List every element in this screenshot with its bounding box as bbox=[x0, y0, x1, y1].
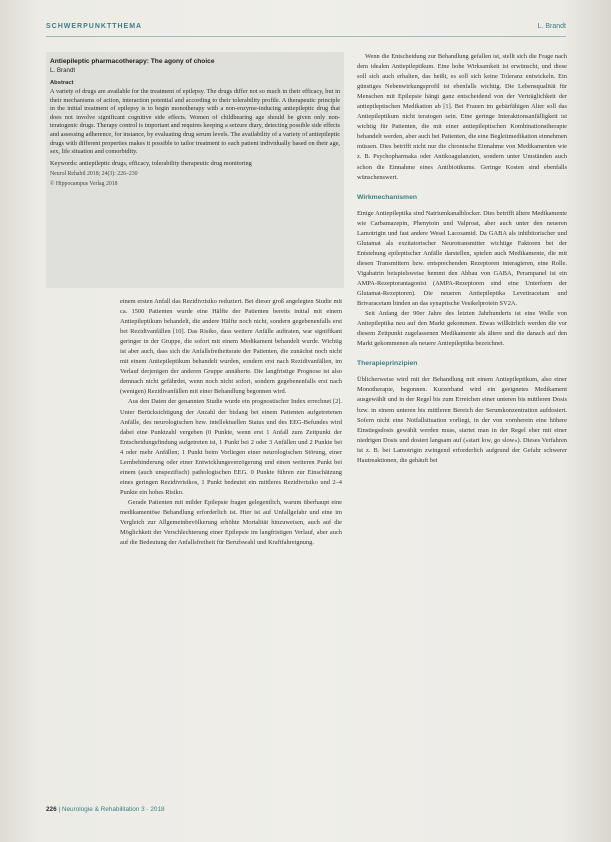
citation: Neurol Rehabil 2018; 24(3): 226–230 bbox=[50, 171, 138, 178]
body-paragraph: Gerade Patienten mit milder Epilepsie fragen gelegentlich, warum überhaupt eine medikamentöse Behandlung erforderlich ist. Hier ist auf Unfallgefahr und eine im Vergleich zur Allgemeinbevölkerung erhöhte Mortalität hinzuweisen, auch auf die Möglichkeit der Verschlechterung einer Epilepsie im langfristigen Verlauf, aber auch auf die Bedeutung der Anfallsfreiheit für Berufswahl und Kraftfahreignung. bbox=[120, 498, 342, 547]
section-heading-mechanisms: Wirkmechanismen bbox=[357, 193, 418, 201]
body-paragraph: Wenn die Entscheidung zur Behandlung gefallen ist, stellt sich die Frage nach dem idealen Antiepileptikum. Eine hohe Wirksamkeit ist erwünscht, und diese soll sich auch erhalten, das heißt, es soll sich keine Toleranz entwickeln. Ein günstiges Nebenwirkungsprofil ist ebenfalls wichtig. Die Lebensqualität für Menschen mit Epilepsie hängt ganz entscheidend von der Verträglichkeit der antiepileptischen Medikation ab [1]. Bei Frauen im gebärfähigen Alter soll das Antiepileptikum nicht teratogen sein. Eine geringe Interaktionsanfälligkeit ist wichtig für Patienten, die mit einer antiepileptischen Kombinationstherapie behandelt werden, aber auch bei Patienten, die eine Begleitmedikation einnehmen müssen. Dies betrifft nicht nur die chronische Einnahme von Medikamenten wie z. B. Psychopharmaka oder Antikoagulanzien, sondern unter Umständen auch schon die Einnahme eines Antibiotikums. Geringe Kosten sind ebenfalls wünschenswert. bbox=[357, 53, 567, 181]
body-paragraph: einem ersten Anfall das Rezidivrisiko reduziert. Bei dieser groß angelegten Studie mit ca. 1500 Patienten wurde eine Hälfte der Patienten bereits initial mit einem Antiepileptikum behandelt, die andere Hälfte noch nicht, sondern gegebenenfalls erst bei Rezidivanfällen [10]. Das Risiko, dass weitere Anfälle auftraten, war signifikant geringer in der Gruppe, die sofort mit einem Medikament behandelt wurde. Wichtig ist aber auch, dass sich die Anfallsfreiheitsrate der Patienten, die zunächst noch nicht mit einem Antiepileptikum behandelt wurden, sondern erst nach Rezidivanfällen, im Verlauf derjenigen der anderen Gruppe annäherte. Die langfristige Prognose ist also demnach nicht gefährdet, wenn noch nicht sofort, sondern gegebenenfalls erst nach (wenigen) Rezidivanfällen mit einer Behandlung begonnen wird. bbox=[120, 298, 342, 396]
copyright: © Hippocampus Verlag 2018 bbox=[50, 181, 118, 188]
page-footer: 226 | Neurologie & Rehabilitation 3 · 2018 bbox=[46, 806, 165, 813]
body-paragraph: Seit Anfang der 90er Jahre des letzten Jahrhunderts ist eine Welle von Antiepileptika neu auf den Markt gekommen. Etwas willkürlich werden die vor diesem Zeitpunkt zugelassenen Medikamente als ältere und die danach auf den Markt gekommenen als neuere Antiepileptika bezeichnet. bbox=[357, 310, 567, 348]
section-label: SCHWERPUNKTTHEMA bbox=[46, 23, 143, 30]
body-paragraph: Aus den Daten der genannten Studie wurde ein prognostischer Index errechnet [2]. Unter Berücksichtigung der Anzahl der bislang bei einem Patienten aufgetretenen Anfälle, des neurologischen bzw. intellektuellen Status und des EEG-Befundes wird dabei eine Punktzahl vergeben (0 Punkte, wenn erst 1 Anfall zum Zeitpunkt der Entscheidungsfindung aufgetreten ist, 1 Punkt bei 2 oder 3 Anfällen und 2 Punkte bei 4 oder mehr Anfällen; 1 Punkt beim Vorliegen einer neurologischen Störung, einer Lernbehinderung oder einer Entwicklungsverzögerung und einen weiteren Punkt bei einem (auch unspezifisch) pathologischen EEG. 0 Punkte führen zur Einschätzung eines geringen Rezidivrisikos, 1 Punkt bedeutet ein mittleres Rezidivrisiko und 2–4 Punkte ein hohes Risiko. bbox=[120, 398, 342, 496]
left-text-column bbox=[120, 297, 342, 548]
english-abstract-box bbox=[46, 52, 344, 288]
body-paragraph: Üblicherweise wird mit der Behandlung mit einem Antiepileptikum, also einer Monotherapie, begonnen. Kurzerhand wird ein geeignetes Medikament ausgewählt und in der Regel bis zum Erreichen einer unteren bis mittleren Dosis bzw. in einem unteren bis mittleren Bereich der Serumkonzentration aufdosiert. Sofern nicht eine Notfallsituation vorliegt, in der von vornherein eine höhere Einstiegsdosis gewählt werden muss, startet man in der Regel eher mit einer niedrigen Dosis und dosiert langsam auf (»start low, go slow«). Dieses Verfahren ist z. B. bei Lamotrigin zwingend erforderlich aufgrund der Gefahr schwerer Hautreaktionen, die gehäuft bei bbox=[357, 376, 567, 464]
abstract-keywords: Keywords: antiepileptic drugs, efficacy, tolerability therapeutic drug monitoring bbox=[50, 159, 252, 167]
abstract-heading: Abstract bbox=[50, 80, 74, 86]
abstract-text: A variety of drugs are available for the treatment of epilepsy. The drugs differ not so much in their efficacy, but in their mechanisms of action, interaction potential and according to their tolerability profile. A therapeutic principle in the initial treatment of epilepsy is to begin monotherapy with a non-enzyme-inducing antiepileptic drug that does not involve significant cognitive side effects. Women of childbearing age should be given only non-teratogenic drugs. Therapy control is important and requires keeping a seizure diary, detecting possible side effects and assessing adherence, for instance, by evaluating drug serum levels. The availability of a variety of antiepileptic drugs with different properties makes it possible to tailor treatment to each patient individually based on their age, sex, life situation and comorbidity. bbox=[50, 88, 340, 156]
running-author: L. Brandt bbox=[537, 23, 566, 30]
header-divider bbox=[46, 36, 566, 37]
right-text-column bbox=[357, 52, 567, 466]
abstract-author: L. Brandt bbox=[50, 67, 76, 74]
running-header bbox=[46, 22, 566, 36]
abstract-title: Antiepileptic pharmacotherapy: The agony of choice bbox=[50, 58, 215, 65]
section-heading-principles: Therapieprinzipien bbox=[357, 360, 418, 368]
page-number: 226 bbox=[46, 806, 57, 813]
journal-name: Neurologie & Rehabilitation 3 · 2018 bbox=[61, 806, 165, 813]
body-paragraph: Einige Antiepileptika sind Natriumkanalblocker. Dies betrifft ältere Medikamente wie Carbamazepin, Phenytoin und Valproat, aber auch unter den neueren Lamotrigin und fast andere Wesel Lacosamid. Da GABA als inhibitorischer und Glutamat als exzitatorischer Neurotransmitter wichtige Faktoren bei der Entstehung epileptischer Anfälle darstellen, spielen auch Medikamente, die mit diesen Transmittern bzw. entsprechenden Rezeptoren interagieren, eine Rolle. Vigabatrin beispielsweise hemmt den Abbau von GABA, Perampanel ist ein AMPA-Rezeptorantagonist (AMPA-Rezeptoren sind eine Unterform der Glutamat-Rezeptoren). Die neueren Antiepileptika Levetiracetam und Brivaracetam binden an das synaptische Vesikelprotein SV2A. bbox=[357, 209, 567, 308]
